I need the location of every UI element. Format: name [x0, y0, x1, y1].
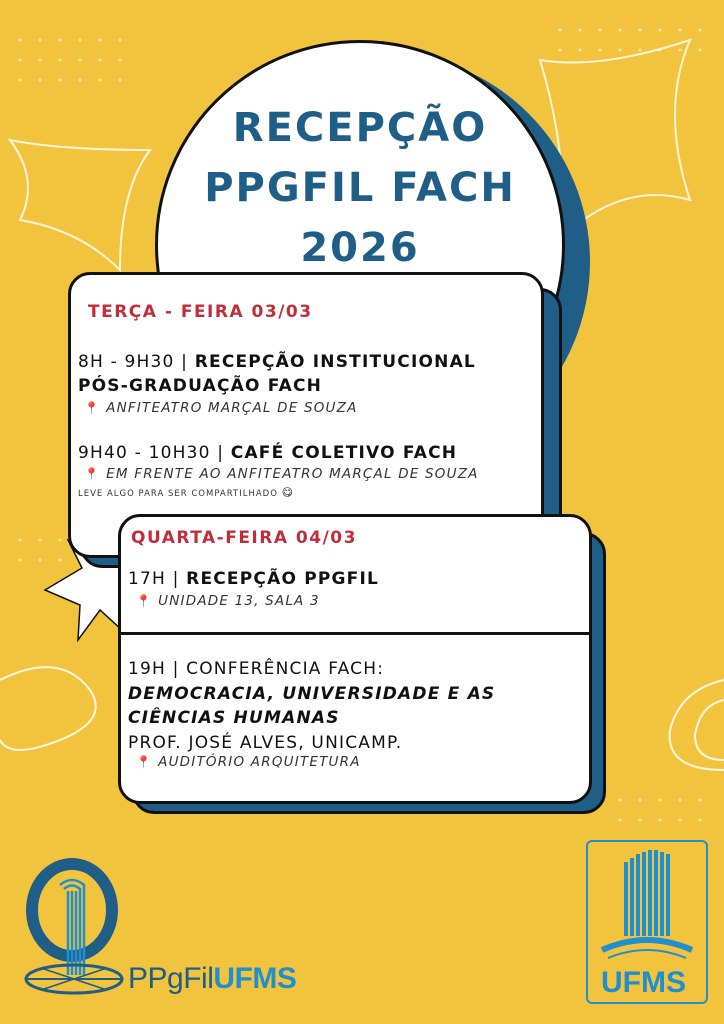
location-text: ANFITEATRO MARÇAL DE SOUZA	[106, 400, 358, 416]
event-name: RECEPÇÃO PPGFIL	[186, 569, 380, 589]
ppgfil-logo-suffix: UFMS	[213, 962, 297, 995]
event-name-continued: PÓS-GRADUAÇÃO FACH	[78, 376, 323, 396]
event-time: 19H |	[128, 659, 187, 679]
tuesday-event-1-location	[84, 400, 358, 416]
tuesday-event-2-location	[84, 466, 479, 482]
tuesday-event-2-note	[78, 486, 294, 499]
event-name: CAFÉ COLETIVO FACH	[230, 443, 458, 463]
tuesday-event-1	[78, 352, 476, 372]
conference-subtitle-line-1: DEMOCRACIA, UNIVERSIDADE E AS	[128, 684, 496, 704]
conference-subtitle-line-2: CIÊNCIAS HUMANAS	[128, 708, 340, 728]
title-line-1: RECEPÇÃO	[232, 105, 488, 151]
event-title	[155, 98, 565, 278]
tuesday-heading: TERÇA - FEIRA 03/03	[88, 302, 313, 322]
event-time: 8H - 9H30 |	[78, 352, 195, 372]
location-pin-icon: 📍	[84, 467, 101, 481]
ufms-logo-text: UFMS	[601, 966, 686, 999]
ppgfil-logo-prefix: PPgFil	[128, 962, 214, 995]
tuesday-event-1-line-2	[78, 376, 322, 396]
event-name: CONFERÊNCIA FACH:	[186, 659, 385, 679]
wednesday-event-2-location	[136, 754, 361, 770]
wednesday-event-1-location	[136, 593, 320, 609]
wednesday-event-1	[128, 569, 379, 589]
wednesday-heading: QUARTA-FEIRA 04/03	[131, 528, 357, 548]
event-time: 17H |	[128, 569, 187, 589]
conference-speaker: PROF. JOSÉ ALVES, UNICAMP.	[128, 733, 403, 753]
title-line-2: PPGFIL FACH	[204, 165, 516, 211]
ppgfil-logo-icon	[14, 855, 134, 1005]
title-line-3: 2026	[300, 225, 420, 271]
location-pin-icon: 📍	[136, 755, 153, 769]
event-time: 9H40 - 10H30 |	[78, 443, 231, 463]
location-text: AUDITÓRIO ARQUITETURA	[158, 754, 361, 770]
smiling-emoji-icon: 😋	[281, 486, 295, 499]
location-pin-icon: 📍	[84, 401, 101, 415]
wednesday-event-2	[128, 659, 384, 679]
ufms-building-icon	[596, 846, 698, 966]
location-pin-icon: 📍	[136, 594, 153, 608]
location-text: EM FRENTE AO ANFITEATRO MARÇAL DE SOUZA	[106, 466, 479, 482]
event-name: RECEPÇÃO INSTITUCIONAL	[194, 352, 476, 372]
event-divider	[120, 632, 590, 635]
note-text: LEVE ALGO PARA SER COMPARTILHADO	[78, 489, 278, 499]
location-text: UNIDADE 13, SALA 3	[158, 593, 320, 609]
tuesday-event-2	[78, 443, 457, 463]
ppgfil-logo-text	[128, 962, 296, 996]
